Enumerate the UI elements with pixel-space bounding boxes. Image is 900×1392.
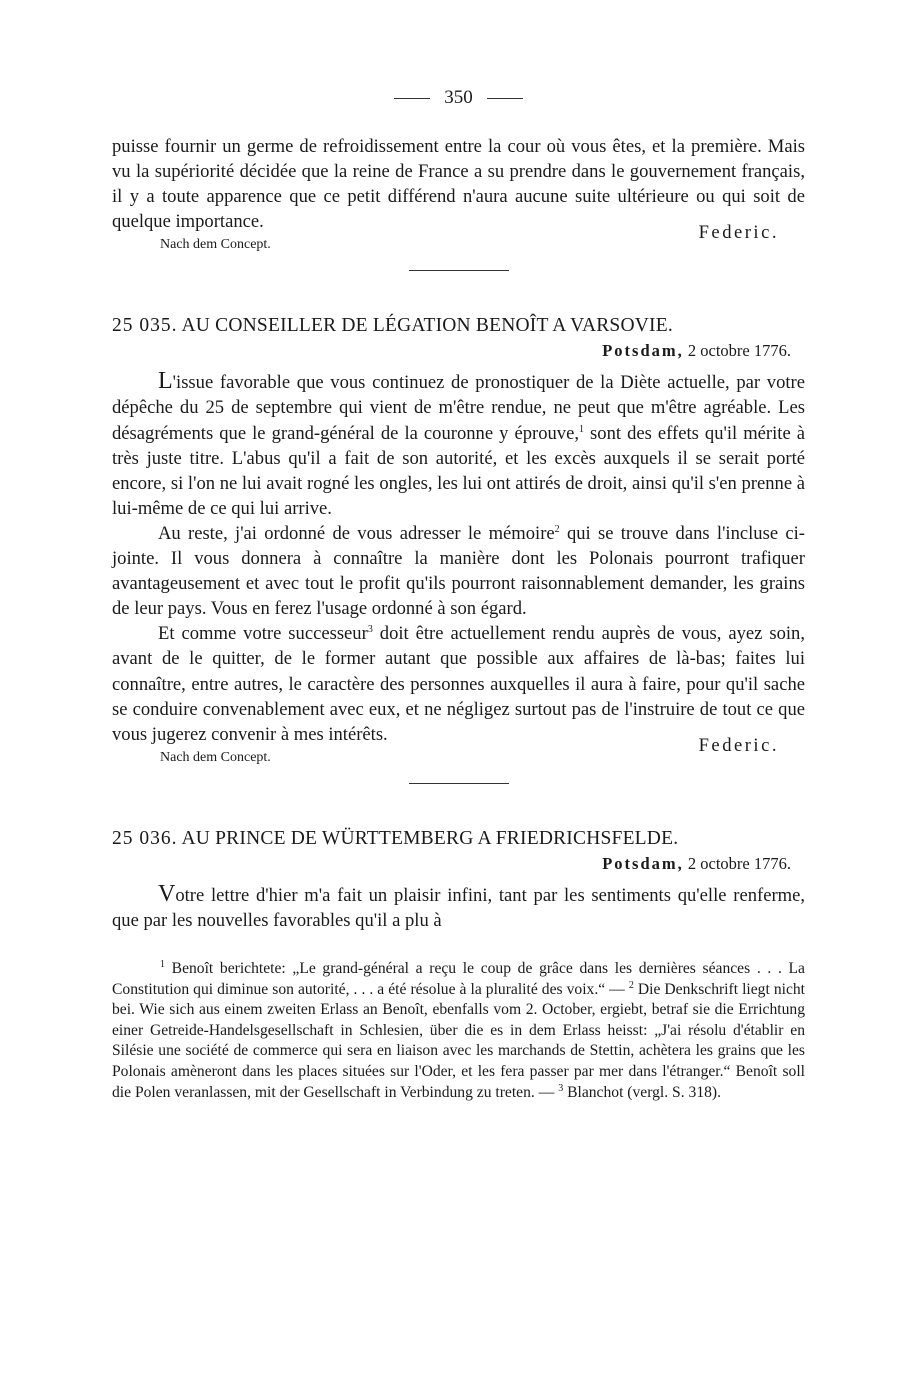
letter-number: 25 036. <box>112 827 178 849</box>
page-header <box>112 84 805 112</box>
letter-dateline <box>112 339 805 363</box>
footnote-marker: 1 <box>160 958 165 970</box>
footnote-marker: 3 <box>367 624 373 636</box>
letter-paragraph: L'issue favorable que vous continuez de pronostiquer de la Diète actuelle, par votre dépêche du 25 de septembre qui vient de m'être rendue, ne peut que m'être agréable. Les désagréments que le grand-général de la couronne y éprouve,$^1$ sont des effets qu'il mérite à très juste titre. L'abus qu'il a fait de son autorité, et les excès auxquels il se serait porté encore, si l'on ne lui avait rogné les ongles, les lui ont attirés de droit, ainsi qu'il s'en prenne à lui-même de ce qui lui arrive. <box>112 368 805 519</box>
letter-dateline <box>112 852 805 876</box>
letter-signature: Federic. <box>698 734 779 756</box>
letter-source: Nach dem Concept. <box>160 749 271 765</box>
header-rule-right <box>487 98 523 99</box>
letter-date: 2 octobre 1776. <box>687 341 791 361</box>
carryover-closing <box>112 222 805 258</box>
letter-title: AU PRINCE DE WÜRTTEMBERG A FRIEDRICHSFELDE. <box>181 827 679 849</box>
carryover-signature: Federic. <box>698 222 779 244</box>
footnote-text: $^1$ Benoît berichtete: „Le grand-général a reçu le coup de grâce dans les dernières séances . . . La Constitution qui diminue son autorité, . . . a été résolue à la pluralité des voix.“ — $^2$ Die Denkschrift liegt nicht bei. Wie sich aus einem zweiten Erlass an Benoît, ebenfalls vom 2. October, ergiebt, betraf sie die Errichtung einer Getreide-Handelsgesellschaft in Schlesien, über die es in dem Erlass heisst: „J'ai résolu d'établir en Silésie une société de commerce qui sera en liaison avec les marchands de Stettin, achètera les grains que les Polonais amèneront dans les places situées sur l'Oder, et les fera passer par mer dans l'étranger.“ Benoît soll die Polen veranlassen, mit der Gesellschaft in Verbindung zu treten. — $^3$ Blanchot (vergl. S. 318). <box>112 958 806 1101</box>
letter-heading <box>112 826 805 852</box>
letter-paragraph: Au reste, j'ai ordonné de vous adresser le mémoire$^2$ qui se trouve dans l'incluse ci-jointe. Il vous donnera à connaître la manière dont les Polonais pourront trafiquer avantageusement et avec tout le profit qu'ils pourront raisonnablement demander, les grains de leur pays. Vous en ferez l'usage ordonné à son égard. <box>112 522 805 620</box>
initial-letter: L <box>158 368 173 395</box>
initial-letter: V <box>158 880 176 907</box>
letter-place: Potsdam, <box>602 853 684 873</box>
letter-paragraph: Votre lettre d'hier m'a fait un plaisir infini, tant par les sentiments qu'elle renferme, que par les nouvelles favorables qu'il a plu à <box>112 880 805 931</box>
header-rule-left <box>394 98 430 99</box>
carryover-source: Nach dem Concept. <box>160 237 271 253</box>
footnote-marker: 3 <box>558 1082 564 1094</box>
letter-place: Potsdam, <box>602 341 684 361</box>
letter-title: AU CONSEILLER DE LÉGATION BENOÎT A VARSOVIE. <box>181 315 673 337</box>
book-page <box>112 84 805 1103</box>
carryover-paragraph: puisse fournir un germe de refroidissement entre la cour où vous êtes, et la première. Mais vu la supériorité décidée que la reine de France a su prendre dans le gouvernement français, il y a toute apparence que ce petit différend n'aura aucune suite ultérieure ou qui soit de quelque importance. <box>112 136 805 233</box>
letter-heading <box>112 313 805 339</box>
letter-closing <box>112 734 805 771</box>
letter-paragraph: Et comme votre successeur$^3$ doit être actuellement rendu auprès de vous, ayez soin, avant de le quitter, de le former autant que possible aux affaires de là-bas; faites lui connaître, entre autres, le caractère des personnes auxquelles il aura à faire, pour qu'il sache se conduire convenablement avec eux, et ne négligez surtout pas de l'instruire de tout ce que vous jugerez convenir à mes intérêts. <box>112 623 805 745</box>
footnote-marker: 2 <box>554 523 560 535</box>
letter-date: 2 octobre 1776. <box>687 853 791 873</box>
footnotes <box>112 959 805 1103</box>
footnote-marker: 2 <box>628 979 634 991</box>
letter-number: 25 035. <box>112 315 178 337</box>
page-number: 350 <box>444 87 473 108</box>
footnote-marker: 1 <box>579 423 584 435</box>
